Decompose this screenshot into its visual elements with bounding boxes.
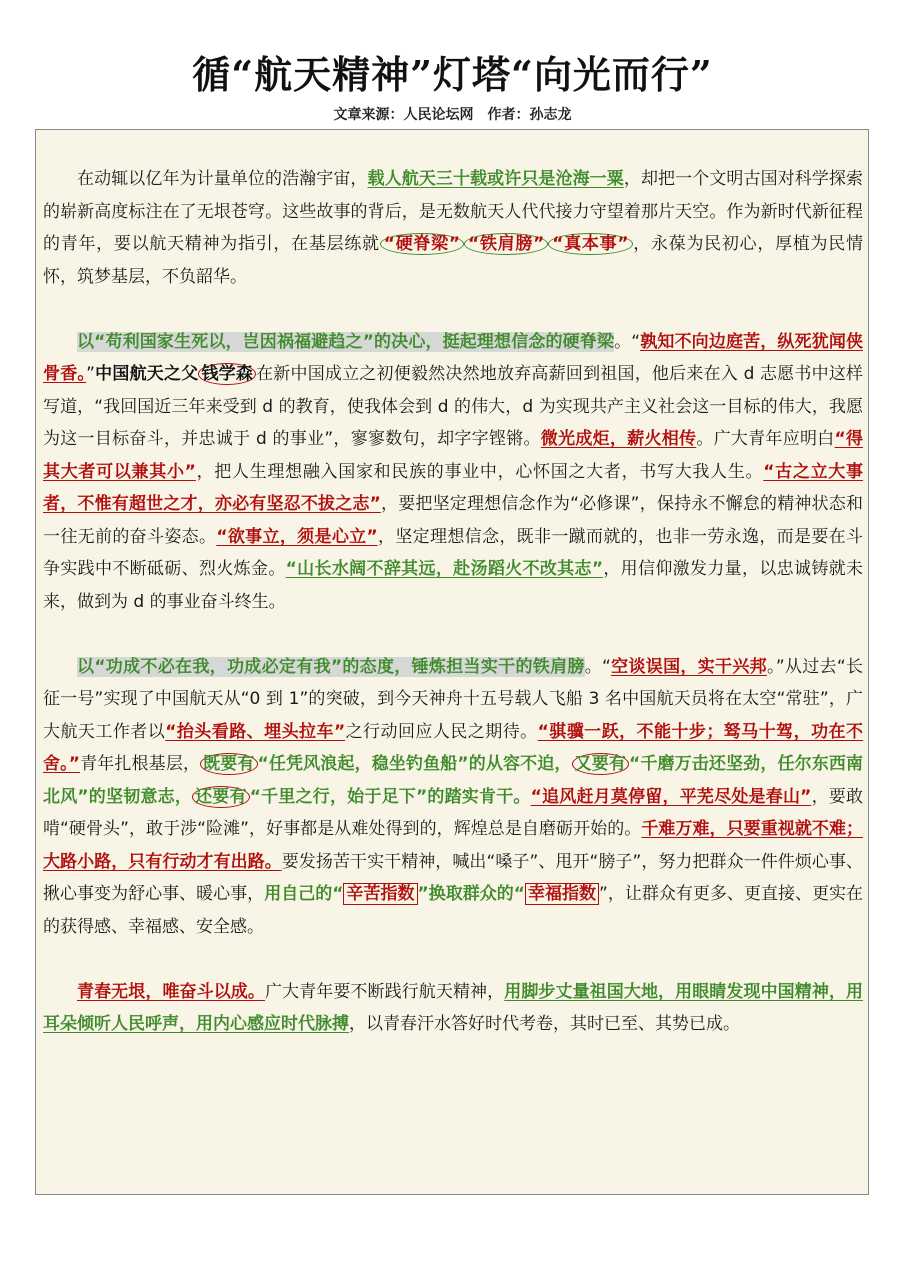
paragraph-3 (43, 651, 863, 944)
text: ，永葆为民初心，厚植为民情怀，筑梦基层，不负韶华。 (43, 234, 863, 287)
highlight-red: “追风赶月莫停留，平芜尽处是春山” (530, 786, 812, 807)
text: ，要把坚定理想信念作为“必修课”，保持永不懈怠的精神状态和一往无前的奋斗姿态。 (43, 494, 863, 547)
text: 之行动回应人民之期待。 (345, 721, 538, 742)
highlight-green: 用自己的“ (264, 884, 344, 904)
section-heading: 以“功成不必在我，功成必定有我”的态度，锤炼担当实干的铁肩膀 (77, 656, 585, 677)
text: 要发扬苦干实干精神，喊出“嗓子”、甩开“膀子”，努力把群众一件件烦心事、揪心事变为舒心事、暖心事， (43, 851, 863, 904)
text: 在动辄以亿年为计量单位的浩瀚宇宙， (77, 169, 368, 189)
text: ”，让群众有更多、更直接、更实在的获得感、幸福感、安全感。 (43, 884, 864, 937)
text: ” (86, 364, 95, 384)
section-heading: 以“苟利国家生死以，岂因祸福避趋之”的决心，挺起理想信念的硬脊梁 (77, 331, 615, 352)
highlight-green: “山长水阔不辞其远，赴汤蹈火不改其志” (285, 559, 604, 579)
article-body (43, 163, 863, 1041)
name-oval: 钱学森 (198, 363, 256, 385)
paragraph-gap (43, 943, 863, 976)
text: 。”从过去“长征一号”实现了中国航天从“0 到 1”的突破，到今天神舟十五号载人飞船 3 名中国航天员将在太空“常驻”，广大航天工作者以 (43, 656, 863, 742)
text: ，用信仰激发力量，以忠诚铸就未来，做到为 d 的事业奋斗终生。 (43, 559, 864, 612)
text: 广大青年要不断践行航天精神， (264, 981, 505, 1002)
highlight-green: 用脚步丈量祖国大地，用眼睛发现中国精神，用耳朵倾听人民呼声，用内心感应时代脉搏 (43, 981, 864, 1034)
paragraph-4 (43, 976, 863, 1041)
keyword-box: 辛苦指数 (343, 883, 417, 905)
text: ，坚定理想信念，既非一蹴而就的，也非一劳永逸，而是要在斗争实践中不断砥砺、烈火炼金。 (43, 526, 863, 579)
highlight-green: 载人航天三十载或许只是沧海一粟 (367, 169, 624, 189)
bold-text: 中国航天之父 (94, 364, 199, 384)
highlight-red: “欲事立，须是心立” (216, 526, 378, 547)
text: ，以青春汗水答好时代考卷，其时已至、其势已成。 (349, 1014, 740, 1034)
keyword-oval: 还要有 (192, 786, 250, 808)
article-title: 循“航天精神”灯塔“向光而行” (192, 52, 713, 97)
highlight-red: “骐骥一跃，不能十步；驽马十驾，功在不舍。” (43, 721, 863, 774)
highlight-red: “得其大者可以兼其小” (43, 429, 863, 482)
paragraph-gap (43, 618, 863, 651)
highlight-red: 微光成炬，薪火相传 (540, 429, 697, 449)
paragraph-1 (43, 163, 863, 293)
article-source: 文章来源：人民论坛网 作者：孙志龙 (333, 107, 572, 123)
highlight-red: 孰知不向边庭苦，纵死犹闻侠骨香。 (43, 331, 864, 384)
text: 。广大青年应明白 (696, 429, 835, 449)
text: 在新中国成立之初便毅然决然地放弃高薪回到祖国，他后来在入 d 志愿书中这样写道，“我回国近三年来受到 d 的教育，使我体会到 d 的伟大，d 为实现共产主义社会这一目标的伟大，我愿为这一目标奋斗，并忠诚于 d 的事业”，寥寥数句，却字字铿锵。 (43, 364, 864, 449)
text: ，把人生理想融入国家和民族的事业中，心怀国之大者，书写大我人生。 (195, 461, 764, 482)
keyword-oval: “铁肩膀” (464, 233, 548, 255)
paragraph-2 (43, 326, 863, 619)
keyword-oval: “真本事” (548, 233, 632, 255)
keyword-oval: 既要有 (200, 753, 257, 775)
highlight-green: “千里之行，始于足下”的踏实肯干。 (249, 786, 531, 807)
text: ，却把一个文明古国对科学探索的崭新高度标注在了无垠苍穹。这些故事的背后，是无数航天人代代接力守望着那片天空。作为新时代新征程的青年，要以航天精神为指引，在基层练就 (43, 169, 864, 254)
keyword-box: 幸福指数 (525, 883, 599, 905)
highlight-red: 青春无垠，唯奋斗以成。 (77, 981, 265, 1002)
paragraph-gap (43, 293, 863, 326)
highlight-red: 空谈误国，实干兴邦 (610, 656, 767, 677)
text: 青年扎根基层， (79, 754, 201, 774)
text: 。“ (584, 656, 611, 677)
text: 。“ (614, 331, 641, 352)
keyword-oval: “硬脊梁” (380, 233, 464, 255)
highlight-red: 千难万难，只要重视就不难；大路小路，只有行动才有出路。 (43, 819, 864, 872)
highlight-red: “古之立大事者，不惟有超世之才，亦必有坚忍不拔之志” (43, 461, 863, 514)
highlight-green: “任凭风浪起，稳坐钓鱼船”的从容不迫， (257, 754, 572, 774)
highlight-green: “千磨万击还坚劲，任尔东西南北风”的坚韧意志， (43, 754, 864, 807)
highlight-red: “抬头看路、埋头拉车” (165, 721, 346, 742)
text: ，要敢啃“硬骨头”，敢于涉“险滩”，好事都是从难处得到的，辉煌总是自磨砺开始的。 (43, 786, 863, 839)
highlight-green: ”换取群众的“ (417, 884, 525, 904)
keyword-oval: 又要有 (572, 753, 629, 775)
